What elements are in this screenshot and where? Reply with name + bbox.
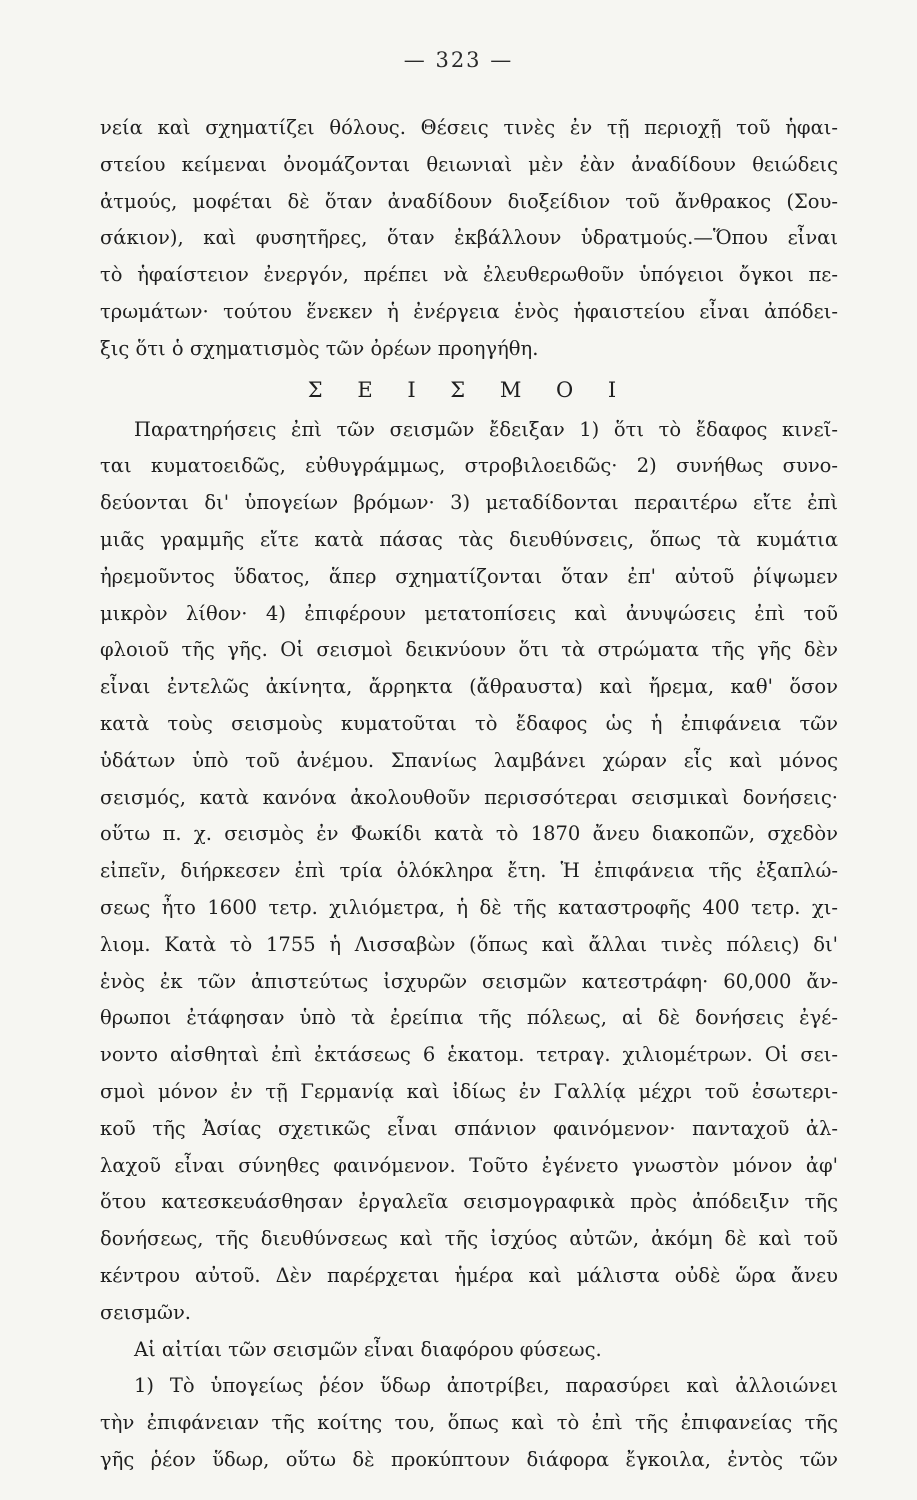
- text-line: Παρατηρήσεις ἐπὶ τῶν σεισμῶν ἔδειξαν 1) ὅτι τὸ ἔδαφος κινεῖ-: [134, 417, 838, 441]
- text-line: 1) Τὸ ὑπογείως ῥέον ὕδωρ ἀποτρίβει, παρασύρει καὶ ἀλλοιώνει: [134, 1374, 838, 1398]
- text-line: ται κυματοειδῶς, εὐθυγράμμως, στροβιλοειδῶς· 2) συνήθως συνο-: [100, 454, 838, 478]
- text-line: κοῦ τῆς Ἀσίας σχετικῶς εἶναι σπάνιον φαινόμενον· πανταχοῦ ἀλ-: [100, 1116, 838, 1140]
- text-line: νεία καὶ σχηματίζει θόλους. Θέσεις τινὲς ἐν τῇ περιοχῇ τοῦ ἡφαι-: [100, 116, 838, 139]
- paragraph-volcanoes: [100, 110, 838, 368]
- text-line: φλοιοῦ τῆς γῆς. Οἱ σεισμοὶ δεικνύουν ὅτι τὰ στρώματα τῆς γῆς δὲν: [100, 638, 838, 662]
- text-line: λαχοῦ εἶναι σύνηθες φαινόμενον. Τοῦτο ἐγένετο γνωστὸν μόνον ἀφ': [100, 1153, 838, 1177]
- text-line: σεισμός, κατὰ κανόνα ἀκολουθοῦν περισσότεραι σεισμικαὶ δονήσεις·: [100, 785, 838, 809]
- page-number: — 323 —: [403, 48, 514, 72]
- paragraph-earthquake-observations: [100, 412, 838, 1332]
- text-line: εἰπεῖν, διήρκεσεν ἐπὶ τρία ὁλόκληρα ἔτη. Ἡ ἐπιφάνεια τῆς ἐξαπλώ-: [100, 859, 838, 883]
- text-line: δονήσεως, τῆς διευθύνσεως καὶ τῆς ἰσχύος αὐτῶν, ἀκόμη δὲ καὶ τοῦ: [100, 1227, 838, 1251]
- text-line: ὑδάτων ὑπὸ τοῦ ἀνέμου. Σπανίως λαμβάνει χώραν εἷς καὶ μόνος: [100, 748, 838, 772]
- text-line: ὅτου κατεσκευάσθησαν ἐργαλεῖα σεισμογραφικὰ πρὸς ἀπόδειξιν τῆς: [100, 1190, 838, 1214]
- text-line: μιᾶς γραμμῆς εἴτε κατὰ πάσας τὰς διευθύνσεις, ὅπως τὰ κυμάτια: [100, 527, 838, 551]
- text-line: οὕτω π. χ. σεισμὸς ἐν Φωκίδι κατὰ τὸ 1870 ἄνευ διακοπῶν, σχεδὸν: [100, 822, 838, 846]
- paragraph-causes-intro: [100, 1332, 838, 1369]
- text-line: νοντο αἰσθηταὶ ἐπὶ ἐκτάσεως 6 ἑκατομ. τετραγ. χιλιομέτρων. Οἱ σει-: [100, 1043, 838, 1067]
- paragraph-cause-one: [100, 1368, 838, 1478]
- text-line: μικρὸν λίθον· 4) ἐπιφέρουν μετατοπίσεις καὶ ἀνυψώσεις ἐπὶ τοῦ: [100, 601, 838, 625]
- text-line: γῆς ῥέον ὕδωρ, οὕτω δὲ προκύπτουν διάφορα ἔγκοιλα, ἐντὸς τῶν: [100, 1447, 838, 1471]
- text-line: τὴν ἐπιφάνειαν τῆς κοίτης του, ὅπως καὶ τὸ ἐπὶ τῆς ἐπιφανείας τῆς: [100, 1411, 838, 1435]
- text-line: δεύονται δι' ὑπογείων βρόμων· 3) μεταδίδονται περαιτέρω εἴτε ἐπὶ: [100, 491, 838, 515]
- text-line: Αἱ αἰτίαι τῶν σεισμῶν εἶναι διαφόρου φύσεως.: [134, 1337, 602, 1361]
- text-line: σεως ἦτο 1600 τετρ. χιλιόμετρα, ἡ δὲ τῆς καταστροφῆς 400 τετρ. χι-: [100, 895, 838, 919]
- text-line: θρωποι ἐτάφησαν ὑπὸ τὰ ἐρείπια τῆς πόλεως, αἱ δὲ δονήσεις ἐγέ-: [100, 1006, 838, 1030]
- text-line: ἀτμούς, μοφέται δὲ ὅταν ἀναδίδουν διοξείδιον τοῦ ἄνθρακος (Σου-: [100, 189, 838, 213]
- text-line: στείου κείμεναι ὀνομάζονται θειωνιαὶ μὲν ἐὰν ἀναδίδουν θειώδεις: [100, 152, 838, 176]
- body-text: [100, 110, 838, 1479]
- text-line: σεισμῶν.: [100, 1300, 191, 1324]
- text-line: τρωμάτων· τούτου ἕνεκεν ἡ ἐνέργεια ἑνὸς ἡφαιστείου εἶναι ἀπόδει-: [100, 299, 838, 323]
- text-line: εἶναι ἐντελῶς ἀκίνητα, ἄρρηκτα (ἄθραυστα) καὶ ἤρεμα, καθ' ὅσον: [100, 675, 838, 699]
- text-line: ἑνὸς ἐκ τῶν ἀπιστεύτως ἰσχυρῶν σεισμῶν κατεστράφη· 60,000 ἄν-: [100, 969, 838, 993]
- text-line: σάκιον), καὶ φυσητῆρες, ὅταν ἐκβάλλουν ὑδρατμούς.—Ὅπου εἶναι: [100, 226, 838, 250]
- text-line: ξις ὅτι ὁ σχηματισμὸς τῶν ὀρέων προηγήθη.: [100, 336, 539, 360]
- section-heading: Σ Ε Ι Σ Μ Ο Ι: [307, 377, 631, 402]
- text-line: ἠρεμοῦντος ὕδατος, ἅπερ σχηματίζονται ὅταν ἐπ' αὐτοῦ ῥίψωμεν: [100, 564, 838, 588]
- text-line: κατὰ τοὺς σεισμοὺς κυματοῦται τὸ ἔδαφος ὡς ἡ ἐπιφάνεια τῶν: [100, 711, 838, 735]
- text-line: σμοὶ μόνον ἐν τῇ Γερμανίᾳ καὶ ἰδίως ἐν Γαλλίᾳ μέχρι τοῦ ἐσωτερι-: [100, 1079, 838, 1103]
- text-line: τὸ ἡφαίστειον ἐνεργόν, πρέπει νὰ ἐλευθερωθοῦν ὑπόγειοι ὄγκοι πε-: [100, 263, 838, 287]
- text-line: λιομ. Κατὰ τὸ 1755 ἡ Λισσαβὼν (ὅπως καὶ ἄλλαι τινὲς πόλεις) δι': [100, 932, 838, 956]
- text-line: κέντρου αὐτοῦ. Δὲν παρέρχεται ἡμέρα καὶ μάλιστα οὐδὲ ὥρα ἄνευ: [100, 1263, 838, 1287]
